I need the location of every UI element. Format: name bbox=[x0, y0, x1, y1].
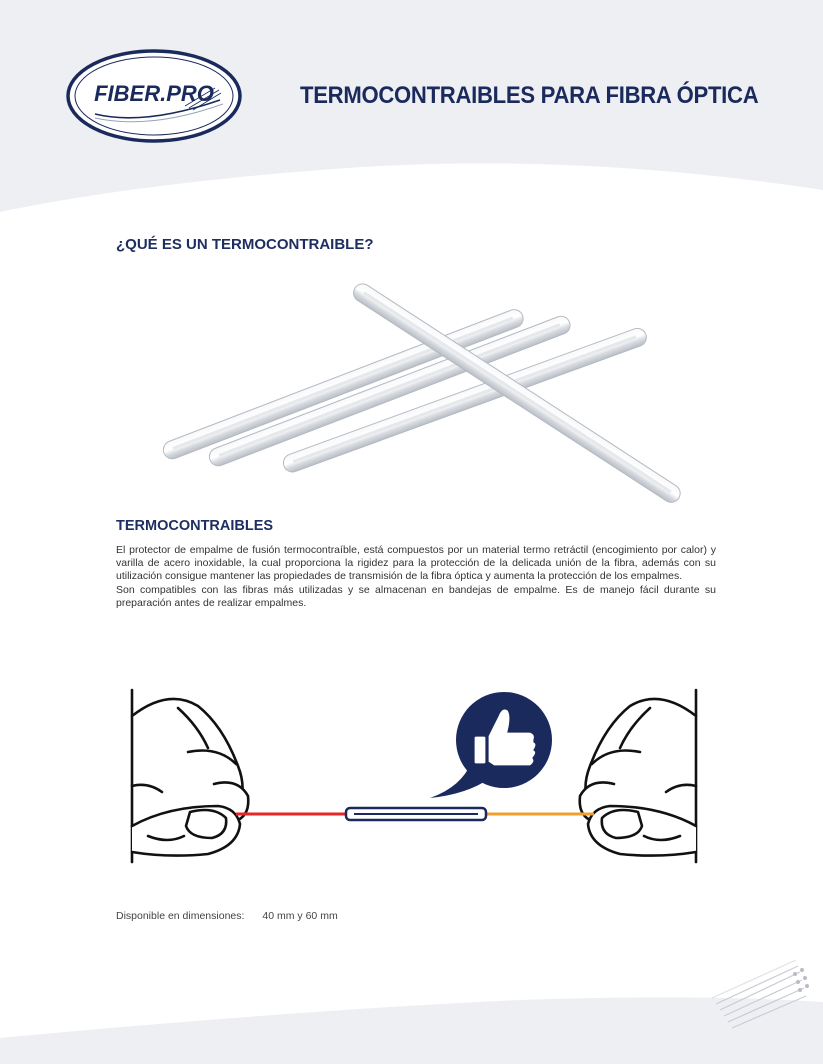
dimensions-line bbox=[116, 910, 338, 922]
termocontraibles-heading: TERMOCONTRAIBLES bbox=[116, 518, 274, 534]
dimensions-value: 40 mm y 60 mm bbox=[262, 910, 338, 922]
description-text bbox=[116, 544, 716, 610]
splice-illustration bbox=[128, 686, 700, 864]
dimensions-label: Disponible en dimensiones: bbox=[116, 910, 245, 922]
fiberpro-logo bbox=[65, 48, 243, 144]
left-hand-icon bbox=[132, 690, 248, 862]
right-hand-icon bbox=[580, 690, 696, 862]
heat-shrink-sleeves-image bbox=[150, 270, 690, 510]
description-paragraph-1: El protector de empalme de fusión termocontraíble, está compuestos por un material termo retráctil (encogimiento por calor) y varilla de acero inoxidable, la cual proporciona la rigidez para la protección de la delicada unión de la fibra, además con su utilización consigue mantener las propiedades de transmisión de la fibra óptica y aumenta la protección de los empalmes. bbox=[116, 544, 716, 583]
what-is-heading: ¿QUÉ ES UN TERMOCONTRAIBLE? bbox=[116, 236, 374, 253]
logo-text: FIBER.PRO bbox=[94, 81, 214, 106]
thumbs-up-icon bbox=[430, 692, 552, 798]
document-title: TERMOCONTRAIBLES PARA FIBRA ÓPTICA bbox=[300, 82, 759, 109]
footer-wave bbox=[0, 940, 823, 1064]
description-paragraph-2: Son compatibles con las fibras más utilizadas y se almacenan en bandejas de empalme. Es de manejo fácil durante su preparación antes de realizar empalmes. bbox=[116, 583, 716, 609]
